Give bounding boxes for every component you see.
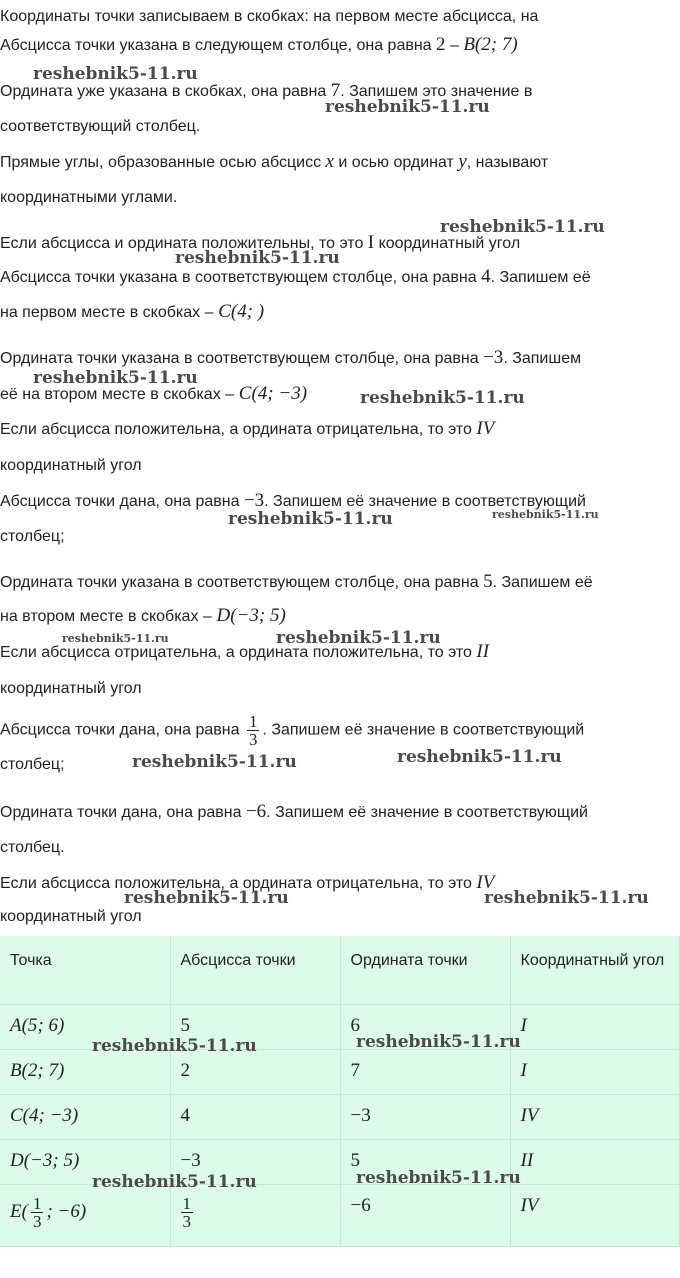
text: её на втором месте в скобках (0, 386, 226, 403)
watermark: reshebnik5-11.ru (92, 1172, 257, 1192)
math: B(2; 7) (463, 34, 518, 55)
cell-ordinate: −3 (340, 1094, 510, 1139)
text: на первом месте в скобках (0, 304, 205, 321)
cell-angle: IV (510, 1094, 680, 1139)
text-line (0, 455, 142, 477)
text: Координаты точки записываем в скобках: на первом месте абсцисса, на (0, 8, 539, 25)
math: 5 (483, 571, 493, 592)
header-point: Точка (0, 936, 170, 1004)
fraction (181, 1195, 194, 1230)
table-row (0, 1094, 680, 1139)
math: y (458, 151, 467, 172)
cell-angle: I (510, 1004, 680, 1049)
denominator: 3 (248, 730, 258, 749)
fraction (247, 713, 260, 748)
math: −3 (243, 490, 265, 511)
text: Если абсцисса положительна, а ордината отрицательна, то это (0, 421, 477, 438)
text-line (0, 301, 264, 324)
cell-point: B(2; 7) (0, 1049, 170, 1094)
text: . Запишем это значение в (340, 83, 533, 100)
watermark: reshebnik5-11.ru (492, 508, 599, 521)
text: Абсцисса точки дана, она равна (0, 721, 244, 739)
cell-abscissa: 2 (170, 1049, 340, 1094)
text: координатными углами. (0, 189, 178, 206)
table-header-row (0, 936, 680, 1004)
text-line (0, 6, 538, 28)
watermark: reshebnik5-11.ru (124, 888, 289, 908)
watermark: reshebnik5-11.ru (33, 368, 198, 388)
text: – (225, 386, 235, 403)
cell-ordinate: 7 (340, 1049, 510, 1094)
text-line (0, 266, 591, 289)
text: Если абсцисса и ордината положительны, то это (0, 235, 368, 252)
watermark: reshebnik5-11.ru (397, 747, 562, 767)
coordinates-table (0, 936, 680, 1247)
text: координатный угол (374, 235, 521, 252)
watermark: reshebnik5-11.ru (276, 628, 441, 648)
text: . Запишем её (492, 574, 593, 591)
watermark: reshebnik5-11.ru (228, 509, 393, 529)
text: Прямые углы, образованные осью абсцисс (0, 154, 326, 171)
text: Ордината точки указана в соответствующем столбце, она равна (0, 574, 484, 591)
text: ; −6) (46, 1200, 87, 1222)
header-angle: Координатный угол (510, 936, 680, 1004)
text: и осью ординат (333, 154, 459, 171)
cell-ordinate: −6 (340, 1184, 510, 1246)
text: Ордината точки указана в соответствующем столбце, она равна (0, 350, 484, 367)
watermark: reshebnik5-11.ru (360, 388, 525, 408)
cell-abscissa: −3 (170, 1139, 340, 1184)
watermark: reshebnik5-11.ru (62, 632, 169, 645)
denominator: 3 (182, 1211, 191, 1231)
table-row (0, 1184, 680, 1246)
text: . Запишем её (490, 269, 591, 286)
text: на втором месте в скобках (0, 608, 203, 625)
text: . Запишем её значение в соответствующий (266, 804, 588, 821)
cell-ordinate: 6 (340, 1004, 510, 1049)
text-line (0, 347, 581, 370)
math: C(4; −3) (234, 383, 308, 404)
cell-angle: I (510, 1049, 680, 1094)
text-line (0, 801, 588, 824)
math: II (476, 641, 490, 662)
math: −6 (245, 801, 267, 822)
cell-ordinate: 5 (340, 1139, 510, 1184)
cell-abscissa: 4 (170, 1094, 340, 1139)
watermark: reshebnik5-11.ru (325, 97, 490, 117)
text-line (0, 151, 548, 174)
cell-point: D(−3; 5) (0, 1139, 170, 1184)
cell-point (0, 1184, 170, 1246)
cell-angle: IV (510, 1184, 680, 1246)
text: Абсцисса точки указана в следующем столбце, она равна (0, 37, 437, 54)
text: – (204, 304, 214, 321)
text: E( (10, 1200, 28, 1222)
text-line (0, 418, 494, 441)
cell-point: A(5; 6) (0, 1004, 170, 1049)
math: D(−3; 5) (211, 605, 286, 626)
text: столбец; (0, 756, 65, 773)
cell-angle: II (510, 1139, 680, 1184)
watermark: reshebnik5-11.ru (356, 1032, 521, 1052)
math: 2 (436, 34, 446, 55)
text-line (0, 571, 593, 594)
text: столбец. (0, 839, 65, 856)
math: C(4; ) (213, 301, 265, 322)
math: IV (476, 418, 495, 439)
header-ordinate: Ордината точки (340, 936, 510, 1004)
numerator: 1 (32, 1193, 42, 1213)
text: координатный угол (0, 680, 142, 697)
text-line (0, 678, 142, 700)
text: Ордината уже указана в скобках, она равна (0, 83, 331, 100)
text-line (0, 116, 200, 138)
math: 7 (330, 80, 341, 101)
cell-abscissa: 5 (170, 1004, 340, 1049)
cell-point: C(4; −3) (0, 1094, 170, 1139)
text: Если абсцисса положительна, а ордината отрицательна, то это (0, 875, 477, 892)
text-line (0, 526, 65, 548)
watermark: reshebnik5-11.ru (175, 248, 340, 268)
text: столбец; (0, 528, 65, 545)
math: 4 (481, 266, 491, 287)
watermark: reshebnik5-11.ru (356, 1168, 521, 1188)
text: – (202, 608, 212, 625)
math: IV (476, 872, 495, 893)
text: Абсцисса точки указана в соответствующем столбце, она равна (0, 269, 482, 286)
text-line (0, 187, 177, 209)
math: x (325, 151, 334, 172)
text: , называют (466, 154, 549, 171)
text: Если абсцисса отрицательна, а ордината положительна, то это (0, 644, 477, 661)
text: . Запишем (503, 350, 582, 367)
text-line (0, 605, 286, 628)
text: Абсцисса точки дана, она равна (0, 493, 244, 510)
text: координатный угол (0, 908, 142, 925)
math: −3 (483, 347, 504, 368)
denominator: 3 (32, 1211, 42, 1231)
text: – (445, 37, 464, 54)
cell-abscissa (170, 1184, 340, 1246)
text-line (0, 906, 142, 928)
text: . Запишем её значение в соответствующий (264, 493, 586, 510)
text: соответствующий столбец. (0, 118, 201, 135)
text-line (0, 837, 65, 859)
watermark: reshebnik5-11.ru (484, 888, 649, 908)
text: . Запишем её значение в соответствующий (262, 721, 585, 739)
watermark: reshebnik5-11.ru (132, 752, 297, 772)
text: Ордината точки дана, она равна (0, 804, 246, 821)
text-line (0, 713, 584, 748)
math: I (367, 232, 375, 253)
watermark: reshebnik5-11.ru (92, 1036, 257, 1056)
text-line (0, 754, 65, 776)
numerator: 1 (248, 712, 258, 731)
fraction (31, 1195, 44, 1230)
numerator: 1 (182, 1193, 191, 1213)
watermark: reshebnik5-11.ru (440, 217, 605, 237)
watermark: reshebnik5-11.ru (33, 64, 198, 84)
header-abscissa: Абсцисса точки (170, 936, 340, 1004)
text-line (0, 34, 518, 57)
text: координатный угол (0, 457, 142, 474)
